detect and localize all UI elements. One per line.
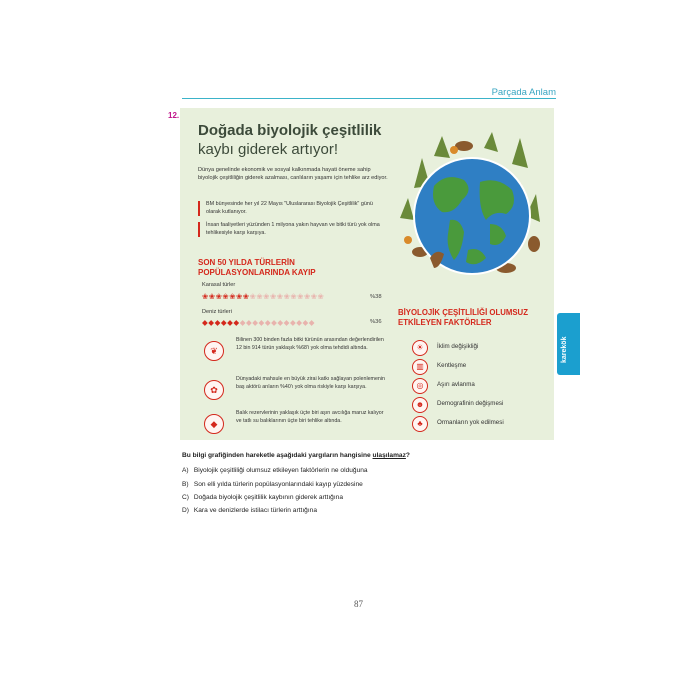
population-icon: ☻	[412, 397, 428, 413]
option-letter: B)	[182, 481, 189, 488]
paw-icon: ❀	[235, 292, 243, 301]
negative-factors-title: BİYOLOJİK ÇEŞİTLİLİĞİ OLUMSUZ ETKİLEYEN FAKTÖRLER	[398, 308, 528, 327]
option-text: Doğada biyolojik çeşitlilik kaybının giderek arttığına	[193, 494, 344, 501]
tree-icon: ♣	[412, 416, 428, 432]
land-species-label: Karasal türler	[202, 282, 236, 288]
plant-fact: Bilinen 300 binden fazla bitki türünün arasından değerlendirilen 12 bin 914 türün yaklaşık %68'i yok olma tehdidi altında.	[236, 337, 384, 351]
fish-icon: ◆	[277, 318, 284, 327]
fish-icon: ◆	[220, 318, 228, 327]
fish-icon: ◆	[204, 414, 224, 434]
paw-icon: ❀	[276, 292, 284, 301]
sea-species-fish-icons	[202, 318, 368, 327]
globe-icon	[394, 128, 544, 288]
infographic-intro: Dünya genelinde ekonomik ve sosyal kalkınmada hayati öneme sahip biyolojik çeşitliliğin giderek azalması, canlıların yaşamı için tehlike arz ediyor.	[198, 167, 388, 181]
fish-icon: ◆	[252, 318, 259, 327]
paw-icon: ❀	[229, 292, 236, 301]
page-header-title: Parçada Anlam	[491, 87, 556, 98]
fish-icon: ◆	[258, 318, 265, 327]
option-letter: A)	[182, 467, 189, 474]
factor-label: Aşırı avlanma	[437, 381, 475, 388]
paw-icon: ❀	[256, 292, 264, 301]
target-icon: ◎	[412, 378, 428, 394]
paw-icon: ❀	[202, 292, 209, 301]
paw-icon: ❀	[303, 292, 311, 301]
factor-label: Demografinin değişmesi	[437, 400, 504, 407]
question-suffix: ?	[405, 452, 410, 459]
fish-icon: ◆	[283, 318, 290, 327]
land-species-paw-icons	[202, 292, 368, 301]
infographic	[180, 108, 554, 440]
question-text	[182, 452, 410, 459]
paw-icon: ❀	[208, 292, 216, 301]
option-letter: D)	[182, 507, 189, 514]
sea-species-percent: %36	[370, 319, 382, 325]
option-letter: C)	[182, 494, 189, 501]
land-species-percent: %38	[370, 294, 382, 300]
infographic-title-line2: kaybı giderek artıyor!	[198, 141, 339, 158]
paw-icon: ❀	[317, 292, 325, 301]
fish-icon: ◆	[302, 318, 309, 327]
fish-icon: ◆	[271, 318, 278, 327]
infographic-title-line1: Doğada biyolojik çeşitlilik	[198, 122, 382, 139]
population-loss-title: SON 50 YILDA TÜRLERİN POPÜLASYONLARINDA KAYIP	[198, 258, 316, 277]
option-text: Kara ve denizlerde istilacı türlerin arttığına	[193, 507, 317, 514]
fish-icon: ◆	[264, 318, 272, 327]
side-tab[interactable]	[557, 313, 580, 375]
paw-icon: ❀	[215, 292, 223, 301]
option-text: Biyolojik çeşitliliği olumsuz etkileyen faktörlerin ne olduğuna	[193, 467, 368, 474]
fact-species-threat: İnsan faaliyetleri yüzünden 1 milyona yakın hayvan ve bitki türü yok olma tehlikesiyle karşı karşıya.	[198, 222, 386, 237]
paw-icon: ❀	[269, 292, 277, 301]
factor-label: İklim değişikliği	[437, 343, 479, 350]
sea-species-label: Deniz türleri	[202, 309, 232, 315]
plant-icon: ❦	[204, 341, 224, 361]
fish-icon: ◆	[227, 318, 234, 327]
fish-icon: ◆	[245, 318, 253, 327]
paw-icon: ❀	[283, 292, 291, 301]
factor-label: Ormanların yok edilmesi	[437, 419, 504, 426]
bee-icon: ✿	[204, 380, 224, 400]
paw-icon: ❀	[290, 292, 298, 301]
option-b[interactable]	[182, 481, 363, 488]
fish-icon: ◆	[296, 318, 303, 327]
fish-icon: ◆	[233, 318, 240, 327]
globe-illustration	[394, 128, 544, 288]
option-c[interactable]	[182, 494, 343, 501]
paw-icon: ❀	[263, 292, 270, 301]
paw-icon: ❀	[249, 292, 257, 301]
paw-icon: ❀	[222, 292, 230, 301]
side-tab-label: karekök	[561, 336, 568, 363]
page-number: 87	[354, 599, 363, 609]
option-a[interactable]	[182, 467, 368, 474]
question-prefix: Bu bilgi grafiğinden hareketle aşağıdaki yargıların hangisine	[182, 452, 373, 459]
option-d[interactable]	[182, 507, 317, 514]
city-icon: ▥	[412, 359, 428, 375]
factor-label: Kentleşme	[437, 362, 467, 369]
header-divider	[182, 98, 556, 99]
bee-fact: Dünyadaki mahsule en büyük zirai katkı sağlayan polenlemenin baş aktörü arıların %40'ı yok olma riskiyle karşı karşıya.	[236, 376, 385, 390]
fish-icon: ◆	[289, 318, 297, 327]
question-number: 12.	[168, 111, 180, 120]
fish-icon: ◆	[214, 318, 221, 327]
climate-icon: ☀	[412, 340, 428, 356]
question-underlined: ulaşılamaz	[372, 452, 406, 459]
fact-un-day: BM bünyesinde her yıl 22 Mayıs "Uluslararası Biyolojik Çeşitlilik" günü olarak kutlanıyor.	[198, 201, 386, 216]
paw-icon: ❀	[242, 292, 250, 301]
paw-icon: ❀	[310, 292, 318, 301]
option-text: Son elli yılda türlerin popülasyonlarındaki kayıp yüzdesine	[193, 481, 363, 488]
fish-fact: Balık rezervlerinin yaklaşık üçte biri aşırı avcılığa maruz kalıyor ve tatlı su balıklarının üçte biri tehlike altında.	[236, 410, 384, 424]
fish-icon: ◆	[239, 318, 246, 327]
fish-icon: ◆	[202, 318, 209, 327]
fish-icon: ◆	[308, 318, 316, 327]
fish-icon: ◆	[208, 318, 215, 327]
paw-icon: ❀	[297, 292, 304, 301]
